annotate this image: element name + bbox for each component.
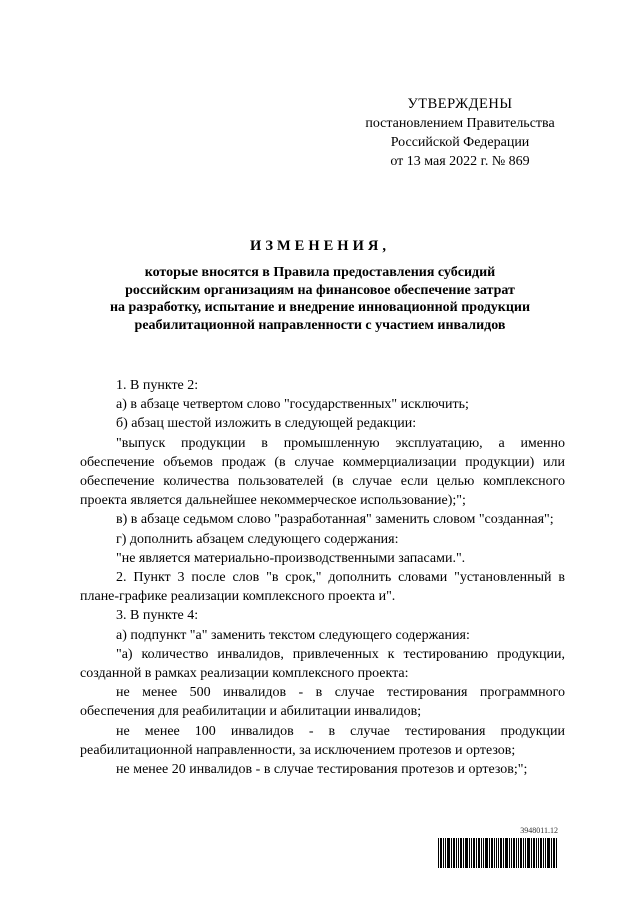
barcode-bar — [471, 838, 472, 868]
barcode-bar — [553, 838, 555, 868]
paragraph: не менее 500 инвалидов - в случае тестирования программного обеспечения для реабилитации и абилитации инвалидов; — [80, 685, 565, 720]
barcode-bar — [513, 838, 515, 868]
barcode-bar — [491, 838, 493, 868]
barcode-bar — [445, 838, 446, 868]
barcode-bar — [469, 838, 470, 868]
barcode-bar — [465, 838, 468, 868]
barcode-bar — [478, 838, 480, 868]
barcode-bar — [536, 838, 537, 868]
approval-line-2: Российской Федерации — [390, 135, 530, 150]
barcode-bar — [453, 838, 455, 868]
barcode-bar — [525, 838, 526, 868]
title-line-2: российским организациям на финансовое обеспечение затрат — [125, 282, 515, 298]
barcode-bar — [476, 838, 477, 868]
barcode-bar — [527, 838, 530, 868]
barcode-bar — [496, 838, 497, 868]
paragraph: 3. В пункте 4: — [116, 608, 199, 624]
barcode-bar — [494, 838, 495, 868]
paragraph: б) абзац шестой изложить в следующей редакции: — [116, 416, 417, 432]
barcode-bar — [547, 838, 550, 868]
barcode-bar — [545, 838, 546, 868]
paragraph: г) дополнить абзацем следующего содержания: — [116, 531, 399, 547]
barcode-bar — [500, 838, 502, 868]
barcode-bar — [538, 838, 539, 868]
barcode-bar — [520, 838, 522, 868]
barcode-bar — [523, 838, 524, 868]
paragraph: не менее 100 инвалидов - в случае тестирования продукции реабилитационной направленности, за исключением протезов и ортезов; — [80, 723, 565, 758]
title-heading: ИЗМЕНЕНИЯ, — [250, 238, 390, 254]
approval-line-3: от 13 мая 2022 г. № 869 — [390, 154, 530, 169]
barcode-bar — [503, 838, 504, 868]
barcode-bar — [511, 838, 512, 868]
paragraph: не менее 20 инвалидов - в случае тестирования протезов и ортезов;"; — [116, 762, 528, 778]
paragraph: а) подпункт "а" заменить текстом следующего содержания: — [116, 627, 470, 643]
barcode-bar — [460, 838, 462, 868]
title-line-3: на разработку, испытание и внедрение инновационной продукции — [109, 300, 531, 315]
approval-line-1: постановлением Правительства — [365, 116, 555, 131]
barcode-bar — [473, 838, 475, 868]
title-line-4: реабилитационной направленности с участием инвалидов — [134, 317, 506, 333]
barcode-bar — [456, 838, 457, 868]
barcode-bar — [443, 838, 444, 868]
barcode-bar — [440, 838, 442, 868]
barcode — [398, 838, 558, 868]
paragraph: 2. Пункт 3 после слов "в срок," дополнить словами "установленный в плане-графике реализации комплексного проекта и". — [80, 570, 565, 605]
barcode-bar — [451, 838, 452, 868]
barcode-bar — [485, 838, 488, 868]
barcode-bar — [533, 838, 535, 868]
barcode-bar — [556, 838, 557, 868]
paragraph: а) в абзаце четвертом слово "государственных" исключить; — [116, 397, 469, 413]
paragraph: "выпуск продукции в промышленную эксплуатацию, а именно обеспечение объемов продаж (в случае коммерциализации продукции) или обеспечение количества пользователей (в случае если целью комплексного проекта является дальнейшее некоммерческое использование);"; — [80, 435, 565, 509]
barcode-bar — [458, 838, 459, 868]
approval-heading: УТВЕРЖДЕНЫ — [407, 96, 513, 112]
barcode-bar — [447, 838, 450, 868]
title-line-1: которые вносятся в Правила предоставления субсидий — [144, 265, 496, 280]
barcode-bar — [505, 838, 508, 868]
approval-stamp — [340, 95, 580, 171]
barcode-bar — [509, 838, 510, 868]
document-title — [60, 238, 580, 334]
barcode-bar — [498, 838, 499, 868]
paragraph: "а) количество инвалидов, привлеченных к тестированию продукции, созданной в рамках реализации комплексного проекта: — [80, 646, 565, 682]
barcode-bar — [438, 838, 439, 868]
barcode-bar — [483, 838, 484, 868]
barcode-bar — [551, 838, 552, 868]
barcode-bar — [481, 838, 482, 868]
barcode-bar — [518, 838, 519, 868]
document-footer — [398, 826, 558, 868]
paragraph: 1. В пункте 2: — [116, 378, 199, 393]
barcode-bar — [540, 838, 542, 868]
paragraph: "не является материально-производственными запасами.". — [116, 550, 466, 566]
paragraph: в) в абзаце седьмом слово "разработанная" заменить словом "созданная"; — [116, 512, 554, 528]
document-number: 3948011.12 — [520, 826, 558, 835]
barcode-bar — [516, 838, 517, 868]
barcode-bar — [531, 838, 532, 868]
document-body — [80, 376, 565, 779]
barcode-bar — [463, 838, 464, 868]
barcode-bar — [489, 838, 490, 868]
barcode-bar — [543, 838, 544, 868]
